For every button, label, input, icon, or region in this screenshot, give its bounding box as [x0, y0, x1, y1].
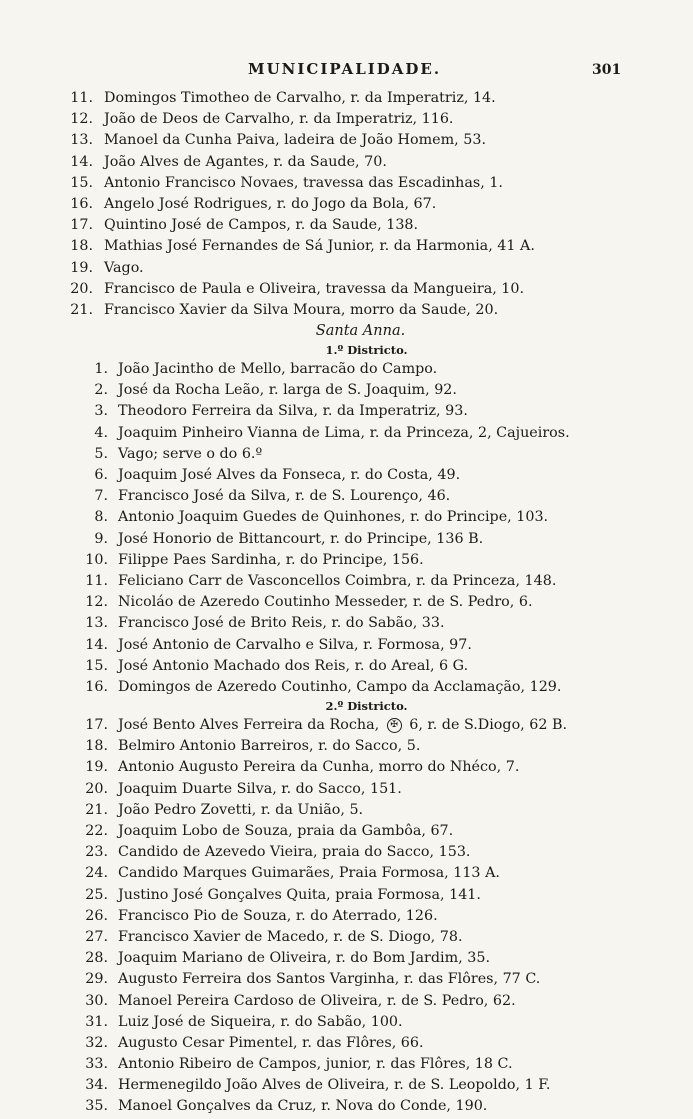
- entry-text: Augusto Cesar Pimentel, r. das Flôres, 66.: [118, 1034, 424, 1051]
- entry-number: 1.: [94, 361, 108, 378]
- list-item: [0, 550, 693, 571]
- entry-text: Nicoláo de Azeredo Coutinho Messeder, r. de S. Pedro, 6.: [118, 594, 533, 611]
- entry-text: Domingos de Azeredo Coutinho, Campo da Acclamação, 129.: [118, 678, 562, 695]
- entry-number: 15.: [85, 657, 108, 674]
- entry-number: 12.: [85, 594, 108, 611]
- entry-number: 29.: [85, 971, 108, 988]
- entry-number: 9.: [94, 530, 108, 547]
- entry-list: [0, 88, 693, 1118]
- list-item: [0, 715, 693, 736]
- entry-number: 11.: [70, 90, 93, 106]
- entry-text: José da Rocha Leão, r. larga de S. Joaquim, 92.: [118, 382, 457, 399]
- entry-text: Manoel da Cunha Paiva, ladeira de João Homem, 53.: [104, 132, 487, 149]
- entry-text: Francisco Xavier da Silva Moura, morro da Saude, 20.: [104, 301, 499, 318]
- emblem-icon: ✠: [387, 718, 402, 733]
- entry-number: 28.: [85, 950, 108, 967]
- entry-number: 17.: [85, 717, 108, 734]
- entry-text: José Honorio de Bittancourt, r. do Principe, 136 B.: [118, 530, 484, 547]
- list-item: [0, 927, 693, 948]
- entry-text: Francisco Xavier de Macedo, r. de S. Diogo, 78.: [118, 928, 463, 945]
- list-item: [0, 236, 693, 257]
- list-item: [0, 401, 693, 422]
- entry-text: Hermenegildo João Alves de Oliveira, r. de S. Leopoldo, 1 F.: [118, 1077, 551, 1094]
- list-item: [0, 300, 693, 321]
- list-item: [0, 1033, 693, 1054]
- list-item: [0, 423, 693, 444]
- entry-number: 35.: [85, 1098, 108, 1115]
- list-item: [0, 821, 693, 842]
- list-item: [0, 885, 693, 906]
- entry-text: João Jacintho de Mello, barracão do Campo.: [118, 361, 438, 378]
- entry-text: Francisco de Paula e Oliveira, travessa da Mangueira, 10.: [104, 280, 525, 297]
- list-c: [0, 736, 693, 1117]
- list-item: [0, 991, 693, 1012]
- entry-number: 14.: [85, 636, 108, 653]
- list-item: [0, 359, 693, 380]
- list-item: [0, 969, 693, 990]
- entry-text: Antonio Augusto Pereira da Cunha, morro do Nhéco, 7.: [118, 759, 520, 776]
- entry-text: Candido de Azevedo Vieira, praia do Sacco, 153.: [118, 844, 471, 861]
- entry-number: 22.: [85, 823, 108, 839]
- entry-number: 21.: [85, 801, 108, 818]
- entry-number: 17.: [70, 217, 93, 234]
- list-item: [0, 279, 693, 300]
- list-item: [0, 1012, 693, 1033]
- list-item: [0, 1054, 693, 1075]
- list-item: [0, 656, 693, 677]
- list-item: [0, 258, 693, 279]
- list-item: [0, 173, 693, 194]
- entry-number: 31.: [85, 1013, 108, 1030]
- entry-number: 24.: [85, 865, 108, 882]
- entry-text: Vago; serve o do 6.º: [118, 445, 263, 462]
- entry-number: 19.: [85, 759, 108, 776]
- list-item: [0, 215, 693, 236]
- entry-number: 8.: [94, 509, 108, 526]
- entry-number: 23.: [85, 844, 108, 861]
- list-item: [0, 529, 693, 550]
- entry-number: 11.: [85, 572, 108, 589]
- entry-text: Antonio Joaquim Guedes de Quinhones, r. do Principe, 103.: [118, 509, 549, 526]
- entry-text: Joaquim Duarte Silva, r. do Sacco, 151.: [118, 780, 402, 797]
- entry-text: João Alves de Agantes, r. da Saude, 70.: [104, 153, 387, 170]
- list-item: [0, 592, 693, 613]
- list-item: [0, 486, 693, 507]
- entry-number: 6.: [94, 467, 108, 483]
- entry-text: Antonio Ribeiro de Campos, junior, r. das Flôres, 18 C.: [118, 1056, 513, 1073]
- entry-number: 26.: [85, 907, 108, 924]
- entry-number: 13.: [85, 615, 108, 632]
- list-item: [0, 444, 693, 465]
- entry-number: 18.: [85, 738, 108, 755]
- entry-number: 16.: [85, 678, 108, 695]
- entry-text: Francisco José da Silva, r. de S. Lourenço, 46.: [118, 488, 451, 505]
- entry-number: 2.: [94, 382, 108, 399]
- entry-text: Augusto Ferreira dos Santos Varginha, r. das Flôres, 77 C.: [118, 971, 541, 988]
- entry-text: Theodoro Ferreira da Silva, r. da Imperatriz, 93.: [118, 403, 468, 420]
- entry-text: Filippe Paes Sardinha, r. do Principe, 156.: [118, 551, 424, 568]
- entry-number: 20.: [85, 780, 108, 797]
- entry-text: Joaquim Pinheiro Vianna de Lima, r. da Princeza, 2, Cajueiros.: [118, 424, 570, 441]
- list-item: [0, 1075, 693, 1096]
- entry-text: Mathias José Fernandes de Sá Junior, r. da Harmonia, 41 A.: [104, 238, 535, 255]
- list-item: [0, 130, 693, 151]
- list-a: [0, 88, 693, 321]
- entry-text: Justino José Gonçalves Quita, praia Formosa, 141.: [118, 886, 481, 903]
- entry-text: Manoel Gonçalves da Cruz, r. Nova do Conde, 190.: [118, 1098, 488, 1115]
- list-item: [0, 194, 693, 215]
- list-item: [0, 465, 693, 486]
- entry-text: Angelo José Rodrigues, r. do Jogo da Bola, 67.: [104, 195, 437, 212]
- list-item: [0, 842, 693, 863]
- entry-number: 12.: [70, 111, 93, 128]
- entry-number: 25.: [85, 886, 108, 903]
- list-item: [0, 863, 693, 884]
- entry-number: 32.: [85, 1034, 108, 1051]
- list-item: [0, 779, 693, 800]
- entry-number: 7.: [94, 488, 108, 505]
- entry-number: 10.: [85, 551, 108, 568]
- page-title: MUNICIPALIDADE.: [248, 60, 442, 78]
- list-item: [0, 507, 693, 528]
- list-item: [0, 906, 693, 927]
- entry-number: 13.: [70, 132, 93, 149]
- entry-number: 19.: [70, 259, 93, 276]
- list-item: [0, 757, 693, 778]
- entry-text: Antonio Francisco Novaes, travessa das Escadinhas, 1.: [104, 174, 503, 191]
- entry-number: 3.: [94, 403, 108, 420]
- entry-number: 27.: [85, 928, 108, 945]
- list-item: [0, 571, 693, 592]
- list-item: [0, 380, 693, 401]
- list-item: [0, 677, 693, 698]
- entry-number: 4.: [94, 424, 108, 441]
- entry-text: Domingos Timotheo de Carvalho, r. da Imperatriz, 14.: [104, 90, 496, 106]
- entry-text: José Antonio de Carvalho e Silva, r. Formosa, 97.: [118, 636, 472, 653]
- entry-text: Candido Marques Guimarães, Praia Formosa, 113 A.: [118, 865, 500, 882]
- list-item: [0, 613, 693, 634]
- entry-text: Joaquim José Alves da Fonseca, r. do Costa, 49.: [118, 467, 461, 483]
- entry-number: 33.: [85, 1056, 108, 1073]
- entry-number: 5.: [94, 445, 108, 462]
- district-heading-1: 1.º Districto.: [325, 343, 408, 358]
- list-b: [0, 359, 693, 698]
- list-item: [0, 800, 693, 821]
- entry-text: Manoel Pereira Cardoso de Oliveira, r. de S. Pedro, 62.: [118, 992, 516, 1009]
- entry-text: Joaquim Mariano de Oliveira, r. do Bom Jardim, 35.: [118, 950, 490, 967]
- list-item: [0, 88, 693, 109]
- entry-number: 34.: [85, 1077, 108, 1094]
- entry-text: José Antonio Machado dos Reis, r. do Areal, 6 G.: [118, 657, 469, 674]
- district-heading-2: 2.º Districto.: [325, 699, 408, 714]
- entry-text: João de Deos de Carvalho, r. da Imperatriz, 116.: [104, 111, 454, 128]
- entry-number: 16.: [70, 195, 93, 212]
- entry-text: Feliciano Carr de Vasconcellos Coimbra, r. da Princeza, 148.: [118, 572, 557, 589]
- section-heading: Santa Anna.: [315, 323, 406, 340]
- entry-number: 20.: [70, 280, 93, 297]
- list-item: [0, 109, 693, 130]
- list-item: [0, 152, 693, 173]
- entry-text: Quintino José de Campos, r. da Saude, 138.: [104, 217, 419, 234]
- entry-text: Vago.: [104, 259, 144, 276]
- entry-number: 30.: [85, 992, 108, 1009]
- entry-text: Francisco José de Brito Reis, r. do Sabão, 33.: [118, 615, 445, 632]
- entry-number: 18.: [70, 238, 93, 255]
- entry-text: Luiz José de Siqueira, r. do Sabão, 100.: [118, 1013, 403, 1030]
- list-item: [0, 1096, 693, 1117]
- page-header: [0, 58, 693, 82]
- entry-text: Francisco Pio de Souza, r. do Aterrado, 126.: [118, 907, 438, 924]
- entry-text: João Pedro Zovetti, r. da União, 5.: [118, 801, 364, 818]
- entry-number: 15.: [70, 174, 93, 191]
- page-number: 301: [592, 62, 622, 78]
- list-item: [0, 736, 693, 757]
- entry-number: 21.: [70, 301, 93, 318]
- entry-number: 14.: [70, 153, 93, 170]
- list-item: [0, 635, 693, 656]
- entry-text: José Bento Alves Ferreira da Rocha, ✠ 6, r. de S.Diogo, 62 B.: [118, 717, 568, 734]
- entry-text: Belmiro Antonio Barreiros, r. do Sacco, 5.: [118, 738, 421, 755]
- entry-text: Joaquim Lobo de Souza, praia da Gambôa, 67.: [118, 823, 454, 839]
- list-item: [0, 948, 693, 969]
